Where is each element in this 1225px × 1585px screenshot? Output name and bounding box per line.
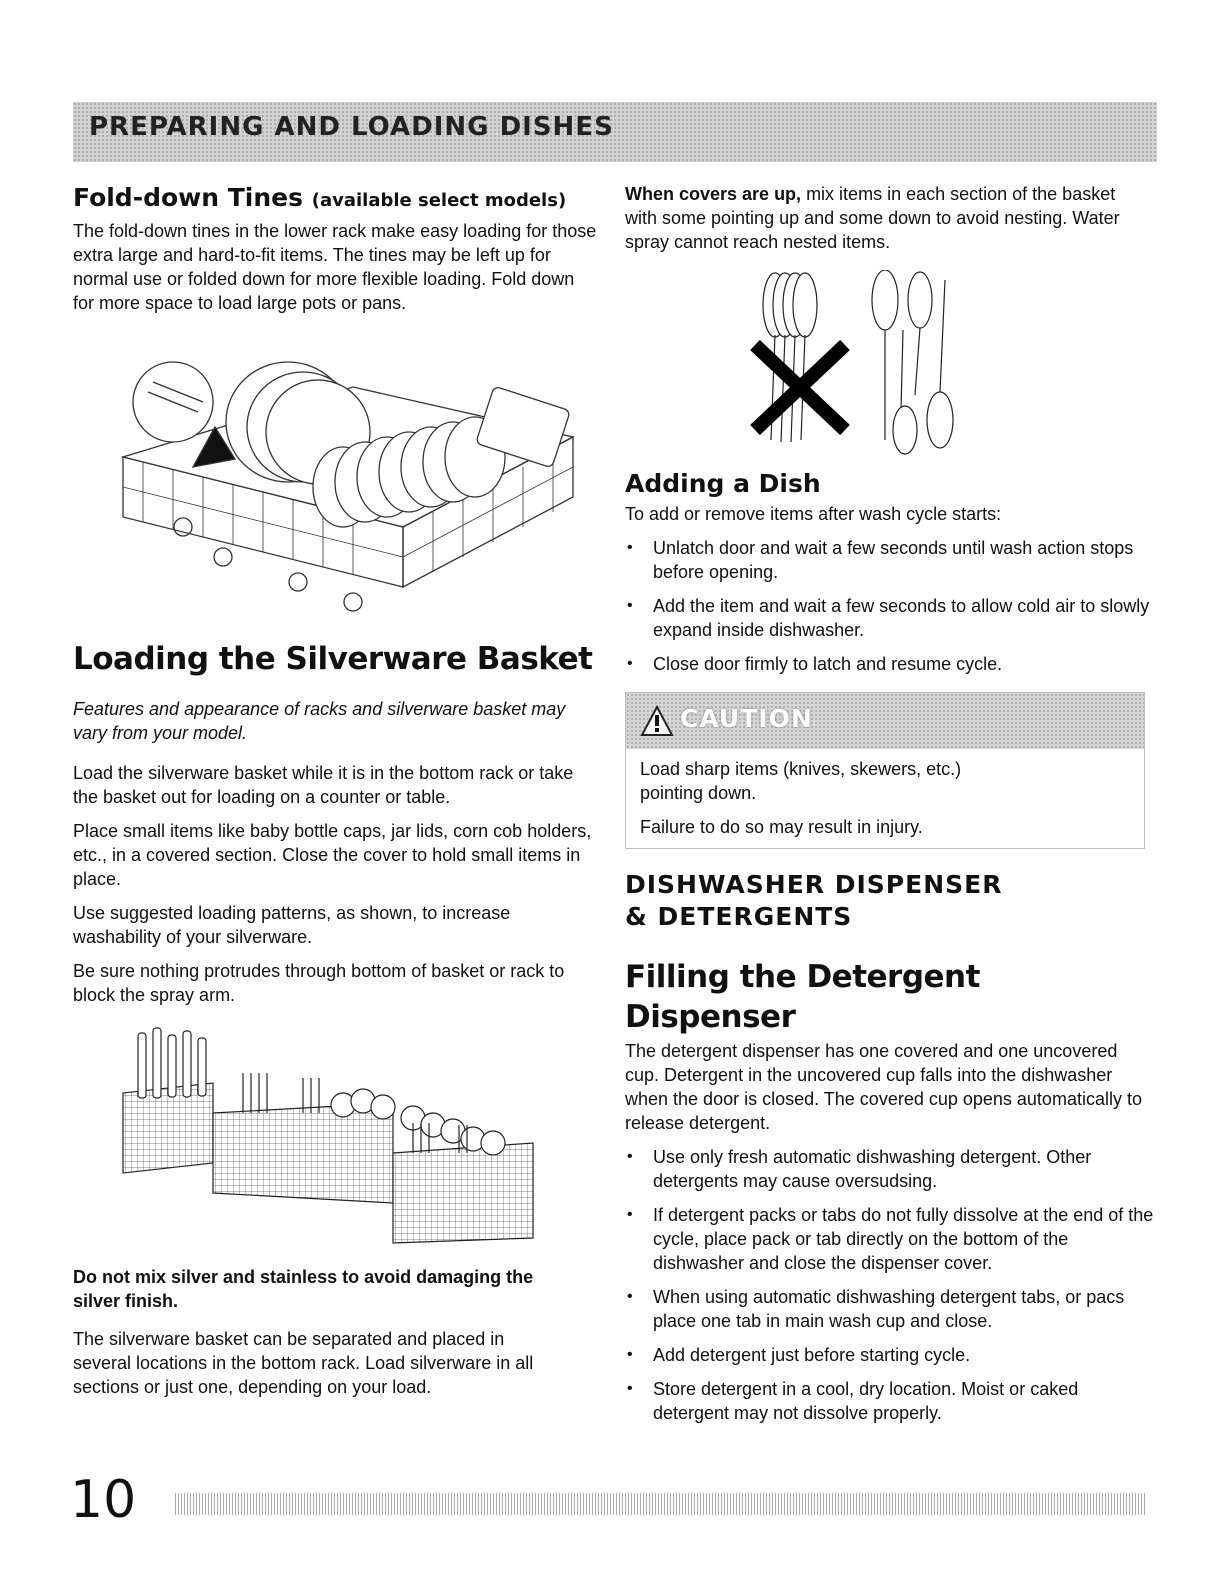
- silverware-paragraph-3: Use suggested loading patterns, as shown, to increase washability of your silverware.: [73, 903, 511, 947]
- list-item: • Close door firmly to latch and resume cycle.: [625, 652, 1155, 676]
- right-column: [625, 182, 1155, 1435]
- silverware-note: Features and appearance of racks and silverware basket may vary from your model.: [73, 699, 566, 743]
- list-item: • Unlatch door and wait a few seconds until wash action stops before opening.: [625, 536, 1155, 584]
- covers-up-lead: When covers are up,: [625, 184, 802, 204]
- caution-title: CAUTION: [680, 704, 813, 733]
- dispenser-heading-line-2: & DETERGENTS: [625, 902, 853, 931]
- fold-down-heading: [73, 182, 598, 217]
- silverware-closing: The silverware basket can be separated and placed in several locations in the bottom rack. Load silverware in all sections or just one, depending on your load.: [73, 1329, 534, 1397]
- fold-down-heading-main: Fold-down Tines: [73, 183, 304, 212]
- caution-header: [626, 693, 1144, 749]
- list-item: • If detergent packs or tabs do not fully dissolve at the end of the cycle, place pack or tab directly on the bottom of the dishwasher and close the dispenser cover.: [625, 1203, 1155, 1275]
- fold-down-body: The fold-down tines in the lower rack make easy loading for those extra large and hard-to-fit items. The tines may be left up for normal use or folded down for more flexible loading. Fold down for more space to load large pots or pans.: [73, 221, 597, 313]
- covers-up-text: mix items in each section of the basket with some pointing up and some down to avoid nesting. Water spray cannot reach nested items.: [625, 184, 1120, 252]
- lower-rack-illustration: [103, 327, 583, 617]
- caution-box: [625, 692, 1145, 849]
- list-item: • Store detergent in a cool, dry location. Moist or caked detergent may not dissolve properly.: [625, 1377, 1155, 1425]
- caution-body: [626, 749, 1144, 847]
- left-column: [73, 182, 598, 1399]
- footer-rule: [175, 1493, 1145, 1515]
- filling-heading: Filling the Detergent Dispenser: [625, 959, 980, 1035]
- spoon-nesting-illustration: [745, 270, 1005, 460]
- adding-dish-list: [625, 536, 1155, 676]
- list-item: • Use only fresh automatic dishwashing detergent. Other detergents may cause oversudsing.: [625, 1145, 1155, 1193]
- dispenser-heading: [625, 869, 1155, 933]
- adding-dish-heading: Adding a Dish: [625, 469, 821, 498]
- list-item: • Add the item and wait a few seconds to allow cold air to slowly expand inside dishwasher.: [625, 594, 1155, 642]
- section-banner: [73, 102, 1157, 162]
- filling-intro: The detergent dispenser has one covered and one uncovered cup. Detergent in the uncovered cup falls into the dishwasher when the door is closed. The covered cup opens automatically to release detergent.: [625, 1041, 1142, 1133]
- section-title: PREPARING AND LOADING DISHES: [89, 112, 614, 142]
- silverware-paragraph-4: Be sure nothing protrudes through bottom of basket or rack to block the spray arm.: [73, 961, 565, 1005]
- silverware-heading: Loading the Silverware Basket: [73, 641, 593, 677]
- adding-dish-intro: To add or remove items after wash cycle starts:: [625, 504, 1002, 524]
- fold-down-heading-note: (available select models): [311, 190, 567, 211]
- silverware-basket-illustration: [113, 1023, 583, 1253]
- caution-line-1: Load sharp items (knives, skewers, etc.) pointing down.: [640, 759, 962, 803]
- list-item: • Add detergent just before starting cycle.: [625, 1343, 1155, 1367]
- silver-warning: Do not mix silver and stainless to avoid damaging the silver finish.: [73, 1267, 534, 1311]
- silverware-paragraph-1: Load the silverware basket while it is in the bottom rack or take the basket out for loading on a counter or table.: [73, 763, 574, 807]
- warning-triangle-icon: [640, 705, 674, 737]
- list-item: • When using automatic dishwashing detergent tabs, or pacs place one tab in main wash cup and close.: [625, 1285, 1155, 1333]
- silverware-paragraph-2: Place small items like baby bottle caps, jar lids, corn cob holders, etc., in a covered section. Close the cover to hold small items in place.: [73, 821, 592, 889]
- filling-list: [625, 1145, 1155, 1425]
- covers-up-paragraph: [625, 182, 1125, 254]
- page-number: 10: [70, 1470, 137, 1530]
- caution-line-2: Failure to do so may result in injury.: [640, 817, 923, 837]
- dispenser-heading-line-1: DISHWASHER DISPENSER: [625, 870, 1003, 899]
